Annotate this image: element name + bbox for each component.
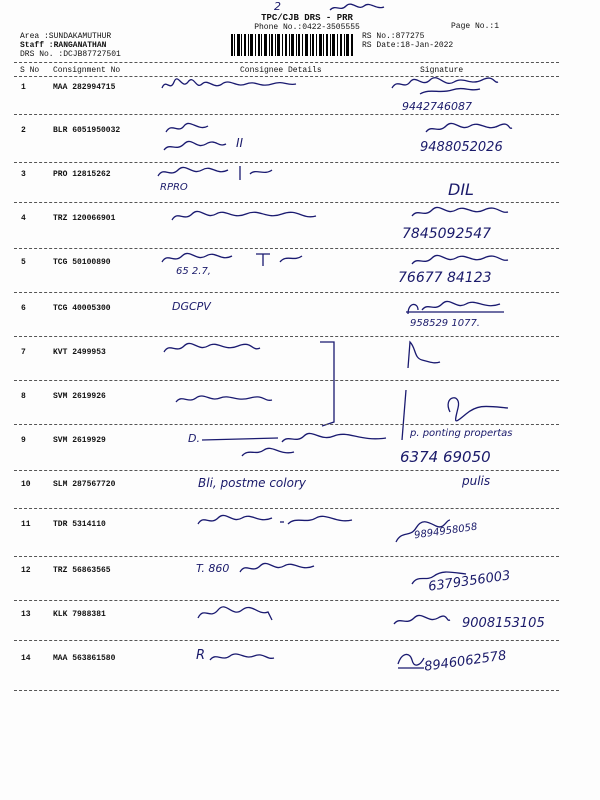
row-10-signature: pulis bbox=[462, 474, 491, 488]
col-consignee: Consignee Details bbox=[240, 66, 322, 75]
row-6-consignee: DGCPV bbox=[172, 300, 211, 313]
row-8-consignment: SVM 2619926 bbox=[53, 392, 106, 401]
barcode-icon bbox=[231, 34, 353, 56]
row-7-divider bbox=[14, 380, 559, 381]
row-10-sno: 10 bbox=[21, 480, 31, 489]
row-3-consignee-extra: RPRO bbox=[160, 182, 188, 193]
row-14-sno: 14 bbox=[21, 654, 31, 663]
row-12-consignee-handwriting bbox=[238, 560, 328, 578]
row-14-consignee-handwriting bbox=[208, 650, 278, 666]
row-4-divider bbox=[14, 248, 559, 249]
row-2-consignment: BLR 6051950032 bbox=[53, 126, 121, 135]
row-2-divider bbox=[14, 162, 559, 163]
row-7-sno: 7 bbox=[21, 348, 26, 357]
row-13-divider bbox=[14, 640, 559, 641]
row-3-sno: 3 bbox=[21, 170, 26, 179]
row-1-divider bbox=[14, 114, 559, 115]
row-5-signature bbox=[410, 252, 510, 270]
row-14-phone: 8946062578 bbox=[423, 648, 508, 675]
row-13-phone: 9008153105 bbox=[462, 616, 545, 631]
row-9-consignee-handwriting bbox=[200, 430, 390, 460]
report-title: TPC/CJB DRS - PRR bbox=[261, 13, 353, 23]
row-5-consignment: TCG 50100890 bbox=[53, 258, 111, 267]
row-5-consignee-extra: 65 2.7, bbox=[176, 266, 211, 277]
row-8-consignee-handwriting bbox=[174, 392, 274, 408]
row-11-phone: 9894958058 bbox=[413, 521, 479, 542]
row-6-signature bbox=[404, 298, 504, 318]
row-13-sno: 13 bbox=[21, 610, 31, 619]
row-11-consignee-handwriting bbox=[196, 512, 356, 530]
rs-date: RS Date:18-Jan-2022 bbox=[362, 41, 454, 50]
row-14-divider bbox=[14, 690, 559, 691]
row-2-signature bbox=[424, 120, 514, 138]
col-sno: S No bbox=[20, 66, 40, 75]
row-12-consignee-prefix: T. 860 bbox=[196, 562, 230, 575]
row-9-phone: 6374 69050 bbox=[400, 448, 491, 466]
row-8-sno: 8 bbox=[21, 392, 26, 401]
page-number: Page No.:1 bbox=[451, 22, 500, 31]
row-1-phone: 9442746087 bbox=[402, 100, 472, 113]
row-7-consignee-handwriting bbox=[162, 340, 262, 358]
row-3-signature: DIL bbox=[448, 180, 474, 199]
row-5-phone: 76677 84123 bbox=[398, 270, 492, 286]
row-10-consignment: SLM 287567720 bbox=[53, 480, 116, 489]
rs-number: RS No.:877275 bbox=[362, 32, 425, 41]
row-4-signature bbox=[410, 204, 510, 222]
row-14-signature bbox=[396, 650, 426, 670]
row-4-phone: 7845092547 bbox=[402, 226, 492, 242]
row-8-divider bbox=[14, 424, 559, 425]
area-label: Area :SUNDAKAMUTHUR bbox=[20, 32, 112, 41]
col-signature: Signature bbox=[420, 66, 464, 75]
row-3-consignment: PRO 12815262 bbox=[53, 170, 111, 179]
handwritten-top-number: 2 bbox=[274, 0, 281, 13]
row-6-consignment: TCG 40005300 bbox=[53, 304, 111, 313]
row-4-consignment: TRZ 120066901 bbox=[53, 214, 116, 223]
col-consignment: Consignment No bbox=[53, 66, 121, 75]
row-2-consignee-extra: II bbox=[236, 136, 244, 150]
row-11-consignment: TDR 5314110 bbox=[53, 520, 106, 529]
row-10-divider bbox=[14, 508, 559, 509]
row-5-sno: 5 bbox=[21, 258, 26, 267]
row-9-consignee-prefix: D. bbox=[188, 432, 200, 445]
row-14-consignee-prefix: R bbox=[196, 648, 206, 663]
row-2-consignee-handwriting bbox=[162, 120, 232, 156]
row-3-consignee-handwriting bbox=[156, 164, 286, 182]
row-13-consignee-handwriting bbox=[196, 604, 276, 624]
row-9-sno: 9 bbox=[21, 436, 26, 445]
row-10-consignee: Bli, postme colory bbox=[198, 476, 306, 490]
row-6-sno: 6 bbox=[21, 304, 26, 313]
row-1-sno: 1 bbox=[21, 83, 26, 92]
row-3-divider bbox=[14, 202, 559, 203]
row-9-divider bbox=[14, 470, 559, 471]
row-12-sno: 12 bbox=[21, 566, 31, 575]
row-12-consignment: TRZ 56863565 bbox=[53, 566, 111, 575]
row-11-sno: 11 bbox=[21, 520, 31, 529]
row-9-signature-note: p. ponting propertas bbox=[410, 428, 513, 439]
row-7-signature bbox=[402, 338, 442, 372]
row-2-phone: 9488052026 bbox=[420, 140, 503, 155]
row-7-consignment: KVT 2499953 bbox=[53, 348, 106, 357]
row-13-signature bbox=[392, 612, 452, 630]
row-6-divider bbox=[14, 336, 559, 337]
phone-number: Phone No.:0422-3505555 bbox=[254, 23, 360, 32]
row-9-consignment: SVM 2619929 bbox=[53, 436, 106, 445]
row-14-consignment: MAA 563861580 bbox=[53, 654, 116, 663]
row-4-consignee-handwriting bbox=[170, 208, 320, 228]
staff-label: Staff :RANGANATHAN bbox=[20, 41, 107, 50]
row-1-signature bbox=[390, 74, 500, 96]
row-12-phone: 6379356003 bbox=[427, 568, 512, 595]
row-12-divider bbox=[14, 600, 559, 601]
row-4-sno: 4 bbox=[21, 214, 26, 223]
row-2-sno: 2 bbox=[21, 126, 26, 135]
row-5-divider bbox=[14, 292, 559, 293]
row-7-8-bracket-mark bbox=[318, 338, 338, 428]
row-1-consignee-handwriting bbox=[160, 76, 300, 96]
row-6-phone: 958529 1077. bbox=[410, 318, 480, 329]
row-1-consignment: MAA 282994715 bbox=[53, 83, 116, 92]
row-13-consignment: KLK 7988381 bbox=[53, 610, 106, 619]
row-11-divider bbox=[14, 556, 559, 557]
header-divider-top bbox=[14, 62, 559, 63]
drs-number: DRS No. :DCJB87727501 bbox=[20, 50, 121, 59]
